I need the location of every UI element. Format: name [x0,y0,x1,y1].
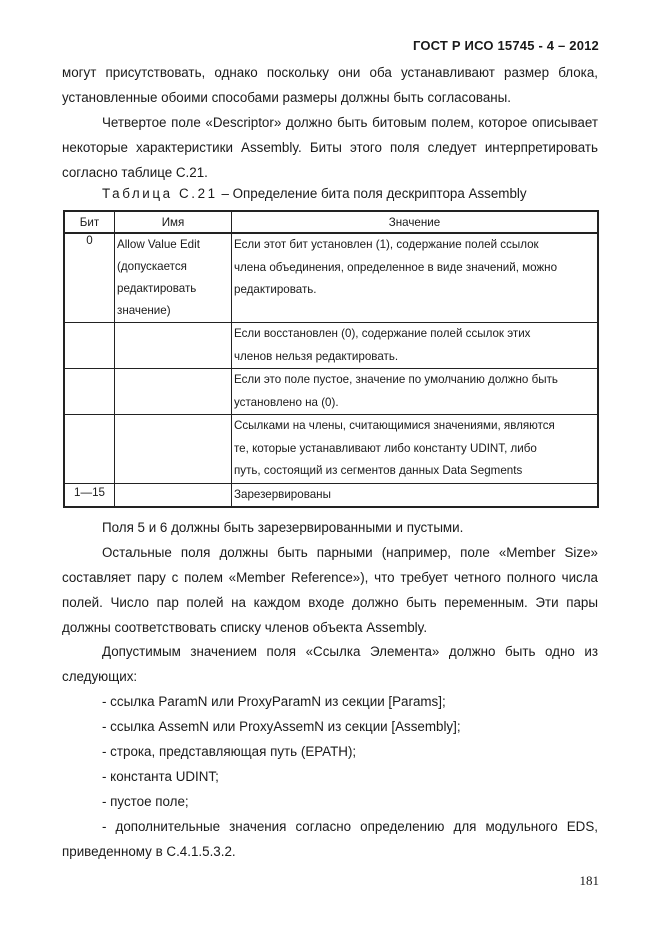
value-cell [232,233,599,323]
value-line: Если этот бит установлен (1), содержание полей ссылок [234,238,539,251]
value-line: члена объединения, определенное в виде значений, можно [234,260,558,274]
list-item: - константа UDINT; [102,769,219,784]
descriptor-bit-table [63,210,599,508]
bit-cell: 0 [64,233,115,323]
value-line: членов нельзя редактировать. [234,349,399,363]
column-header-name: Имя [115,211,232,233]
name-line: Allow Value Edit [117,238,200,251]
list-item: - ссылка AssemN или ProxyAssemN из секции [Assembly]; [102,719,461,734]
table-row [64,233,598,323]
name-cell [115,323,232,369]
value-cell [232,483,599,507]
list-item: - пустое поле; [102,794,189,809]
table-caption-text: – Определение бита поля дескриптора Assembly [217,186,527,201]
value-cell [232,415,599,484]
bit-cell [64,415,115,484]
paragraph-paired-fields: Остальные поля должны быть парными (например, поле «Member Size» составляет пару с полем «Member Reference»), что требует четного полного числа полей. Число пар полей на каждом входе должно быть переменным. Эти пары должны соответствовать списку членов объекта Assembly. [62,545,598,635]
name-line: редактировать [117,282,197,295]
list-item: - строка, представляющая путь (EPATH); [102,744,357,759]
value-line: Если восстановлен (0), содержание полей ссылок этих [234,327,531,340]
table-caption [102,186,527,201]
bit-cell [64,323,115,369]
name-line: (допускается [117,260,187,273]
value-line: Если это поле пустое, значение по умолчанию должно быть [234,373,558,386]
bit-cell [64,369,115,415]
bit-cell: 1—15 [64,483,115,507]
column-header-value: Значение [232,211,599,233]
list-item: - дополнительные значения согласно определению для модульного EDS, приведенному в С.4.1.5.3.2. [62,819,598,859]
table-row [64,415,598,484]
name-line: значение) [117,304,171,317]
paragraph-descriptor: Четвертое поле «Descriptor» должно быть битовым полем, которое описывает некоторые характеристики Assembly. Биты этого поля следует интерпретировать согласно таблице С.21. [62,115,598,180]
paragraph-element-reference: Допустимым значением поля «Ссылка Элемента» должно быть одно из следующих: [62,644,598,684]
value-cell [232,323,599,369]
name-cell [115,483,232,507]
paragraph-continuation: могут присутствовать, однако поскольку они оба устанавливают размер блока, установленные обоими способами размеры должны быть согласованы. [62,65,598,105]
document-header: ГОСТ Р ИСО 15745 - 4 – 2012 [412,38,599,53]
value-line: путь, состоящий из сегментов данных Data Segments [234,464,523,477]
value-line: Ссылками на члены, считающимися значениями, являются [234,419,555,432]
value-cell [232,369,599,415]
paragraph-fields-5-6: Поля 5 и 6 должны быть зарезервированными и пустыми. [102,520,464,535]
value-line: Зарезервированы [234,487,331,501]
name-cell [115,415,232,484]
name-cell [115,233,232,323]
value-line: установлено на (0). [234,395,339,409]
column-header-bit: Бит [64,211,115,233]
table-row [64,369,598,415]
page-number: 181 [579,873,599,888]
table-caption-label: Таблица С.21 [102,186,218,201]
table-row [64,483,598,507]
list-item: - ссылка ParamN или ProxyParamN из секции [Params]; [102,694,446,709]
table-row [64,323,598,369]
value-line: те, которые устанавливают либо константу UDINT, либо [234,441,537,455]
name-cell [115,369,232,415]
value-line: редактировать. [234,283,317,296]
